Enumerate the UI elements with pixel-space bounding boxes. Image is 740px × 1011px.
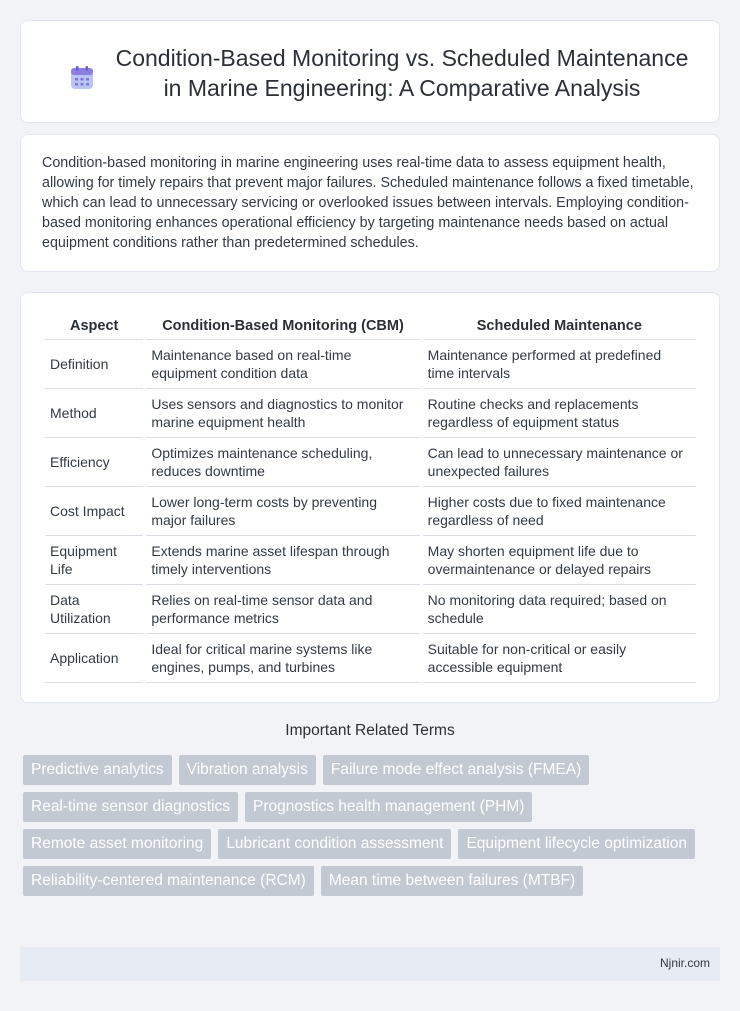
term-tag[interactable]: Vibration analysis xyxy=(179,755,316,785)
header-scheduled: Scheduled Maintenance xyxy=(423,313,696,340)
table-row xyxy=(45,389,696,438)
comparison-table-card xyxy=(20,292,720,703)
table-row xyxy=(45,536,696,585)
term-tag[interactable]: Remote asset monitoring xyxy=(23,829,211,859)
calendar-icon xyxy=(69,65,95,91)
aspect-cell: Method xyxy=(45,389,143,438)
scheduled-cell: Suitable for non-critical or easily accessible equipment xyxy=(423,634,696,683)
term-tag[interactable]: Equipment lifecycle optimization xyxy=(458,829,695,859)
aspect-cell: Cost Impact xyxy=(45,487,143,536)
footer xyxy=(20,947,720,981)
aspect-cell: Efficiency xyxy=(45,438,143,487)
cbm-cell: Uses sensors and diagnostics to monitor marine equipment health xyxy=(146,389,419,438)
term-tag[interactable]: Real-time sensor diagnostics xyxy=(23,792,238,822)
cbm-cell: Extends marine asset lifespan through timely interventions xyxy=(146,536,419,585)
header-aspect: Aspect xyxy=(45,313,143,340)
table-row xyxy=(45,585,696,634)
table-row xyxy=(45,438,696,487)
scheduled-cell: Can lead to unnecessary maintenance or unexpected failures xyxy=(423,438,696,487)
aspect-cell: Data Utilization xyxy=(45,585,143,634)
table-row xyxy=(45,340,696,389)
related-terms-list xyxy=(23,755,723,896)
cbm-cell: Maintenance based on real-time equipment condition data xyxy=(146,340,419,389)
term-tag[interactable]: Reliability-centered maintenance (RCM) xyxy=(23,866,314,896)
scheduled-cell: May shorten equipment life due to overmaintenance or delayed repairs xyxy=(423,536,696,585)
intro-card xyxy=(20,134,720,272)
header-card xyxy=(20,20,720,123)
header-cbm: Condition-Based Monitoring (CBM) xyxy=(146,313,419,340)
aspect-cell: Application xyxy=(45,634,143,683)
term-tag[interactable]: Prognostics health management (PHM) xyxy=(245,792,532,822)
scheduled-cell: Higher costs due to fixed maintenance regardless of need xyxy=(423,487,696,536)
term-tag[interactable]: Mean time between failures (MTBF) xyxy=(321,866,583,896)
footer-site[interactable]: Njnir.com xyxy=(659,956,710,970)
page-title: Condition-Based Monitoring vs. Scheduled Maintenance in Marine Engineering: A Comparative Analysis xyxy=(115,45,689,101)
term-tag[interactable]: Lubricant condition assessment xyxy=(218,829,451,859)
scheduled-cell: Maintenance performed at predefined time intervals xyxy=(423,340,696,389)
scheduled-cell: No monitoring data required; based on schedule xyxy=(423,585,696,634)
cbm-cell: Lower long-term costs by preventing major failures xyxy=(146,487,419,536)
scheduled-cell: Routine checks and replacements regardless of equipment status xyxy=(423,389,696,438)
aspect-cell: Definition xyxy=(45,340,143,389)
related-terms-title: Important Related Terms xyxy=(285,722,455,739)
cbm-cell: Optimizes maintenance scheduling, reduces downtime xyxy=(146,438,419,487)
table-header-row xyxy=(45,313,696,340)
cbm-cell: Relies on real-time sensor data and performance metrics xyxy=(146,585,419,634)
comparison-table xyxy=(42,313,699,683)
term-tag[interactable]: Predictive analytics xyxy=(23,755,172,785)
aspect-cell: Equipment Life xyxy=(45,536,143,585)
table-row xyxy=(45,487,696,536)
term-tag[interactable]: Failure mode effect analysis (FMEA) xyxy=(323,755,589,785)
table-row xyxy=(45,634,696,683)
cbm-cell: Ideal for critical marine systems like engines, pumps, and turbines xyxy=(146,634,419,683)
intro-paragraph: Condition-based monitoring in marine engineering uses real-time data to assess equipment health, allowing for timely repairs that prevent major failures. Scheduled maintenance follows a fixed timetable, which can lead to unnecessary servicing or overlooked issues between intervals. Employing condition-based monitoring enhances operational efficiency by targeting maintenance needs based on actual equipment conditions rather than predetermined schedules. xyxy=(42,155,694,251)
